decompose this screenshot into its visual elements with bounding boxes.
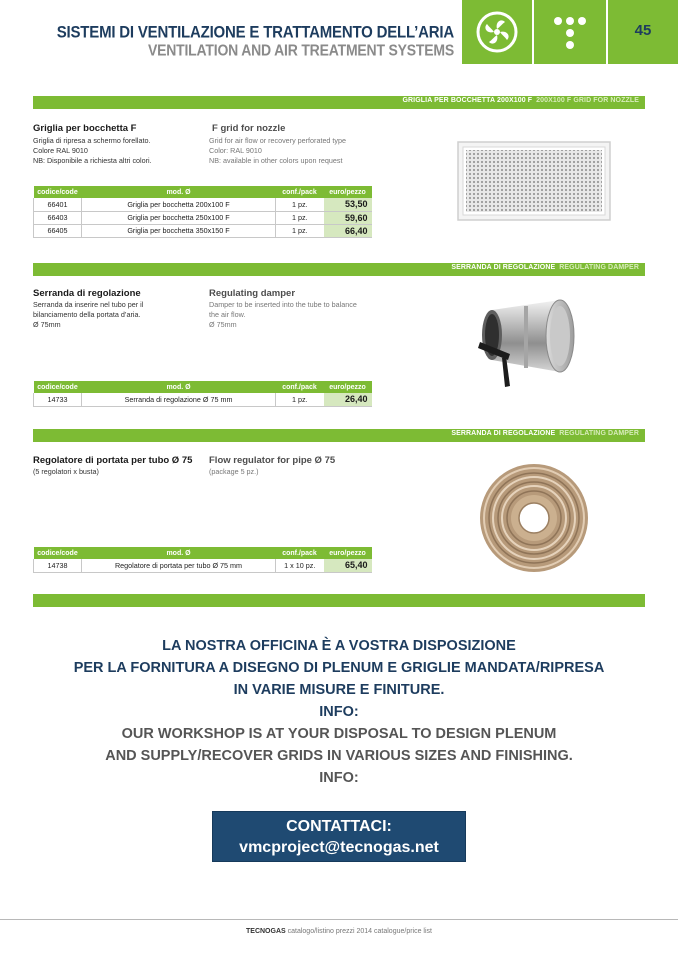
- product-description-it: [33, 136, 152, 166]
- product-description-en: [209, 136, 346, 166]
- section-bar-label-en: 200X100 F GRID FOR NOZZLE: [536, 97, 639, 104]
- product-description-it: [33, 300, 143, 330]
- section-bar-label: [451, 430, 639, 437]
- section-bar-label-it: SERRANDA DI REGOLAZIONE: [451, 430, 556, 437]
- description-line: Ø 75mm: [209, 320, 237, 329]
- description-line: Grid for air flow or recovery perforated type: [209, 136, 347, 145]
- product-title-en: F grid for nozzle: [212, 123, 286, 134]
- section-bar-label-it: SERRANDA DI REGOLAZIONE: [451, 264, 556, 271]
- section-bar-label: [451, 264, 639, 271]
- header-air-box: [534, 0, 606, 64]
- col-header-pack: conf./pack: [276, 547, 324, 559]
- col-header-mod: mod. Ø: [82, 547, 276, 559]
- section-bar-label: [402, 97, 639, 104]
- product-description-it: [33, 467, 99, 477]
- description-line: Serranda da inserire nel tubo per il: [33, 300, 144, 309]
- description-line: Griglia di ripresa a schermo forellato.: [33, 136, 151, 145]
- col-header-price: euro/pezzo: [324, 186, 372, 198]
- cell-mod: Serranda di regolazione Ø 75 mm: [82, 393, 276, 406]
- product-description-en: [209, 300, 357, 330]
- col-header-code: codice/code: [34, 547, 82, 559]
- price-table-grid: [33, 186, 372, 238]
- cell-price: 66,40: [324, 224, 372, 237]
- section-bar-label-it: GRIGLIA PER BOCCHETTA 200X100 F: [402, 97, 533, 104]
- contact-label: CONTATTACI:: [286, 818, 392, 835]
- product-title-it: Regolatore di portata per tubo Ø 75: [33, 455, 193, 466]
- col-header-mod: mod. Ø: [82, 186, 276, 198]
- header-title-english: VENTILATION AND AIR TREATMENT SYSTEMS: [147, 41, 454, 59]
- air-distribution-icon: [550, 12, 590, 52]
- table-row: [34, 559, 372, 572]
- col-header-price: euro/pezzo: [324, 381, 372, 393]
- col-header-pack: conf./pack: [276, 381, 324, 393]
- cell-mod: Griglia per bocchetta 200x100 F: [82, 198, 276, 211]
- page-number: 45: [634, 22, 652, 39]
- description-line: Color: RAL 9010: [209, 146, 262, 155]
- contact-box[interactable]: [212, 811, 466, 862]
- cell-mod: Griglia per bocchetta 350x150 F: [82, 224, 276, 237]
- cell-pack: 1 pz.: [276, 224, 324, 237]
- fan-icon: [475, 10, 519, 54]
- cell-price: 26,40: [324, 393, 372, 406]
- product-description-en: [209, 467, 259, 477]
- col-header-code: codice/code: [34, 186, 82, 198]
- footer-divider: [0, 919, 678, 920]
- header-title-italian: SISTEMI DI VENTILAZIONE E TRATTAMENTO DELL’ARIA: [56, 22, 454, 43]
- section-bar-grid: [33, 96, 645, 109]
- description-line: Ø 75mm: [33, 320, 61, 329]
- flow-regulator-image: [478, 462, 590, 574]
- cell-price: 59,60: [324, 211, 372, 224]
- page-number-box: [608, 0, 678, 64]
- damper-image: [470, 290, 588, 390]
- description-line: Colore RAL 9010: [33, 146, 88, 155]
- description-line: (5 regolatori x busta): [33, 467, 99, 476]
- info-line-en: INFO:: [319, 770, 359, 786]
- info-line-en: OUR WORKSHOP IS AT YOUR DISPOSAL TO DESIGN PLENUM: [121, 726, 557, 742]
- cell-price: 53,50: [324, 198, 372, 211]
- cell-pack: 1 pz.: [276, 393, 324, 406]
- col-header-code: codice/code: [34, 381, 82, 393]
- table-row: [34, 198, 372, 211]
- section-bar-label-en: REGULATING DAMPER: [559, 430, 639, 437]
- table-row: [34, 211, 372, 224]
- cell-price: 65,40: [324, 559, 372, 572]
- footer-text: catalogo/listino prezzi 2014 catalogue/price list: [287, 928, 432, 935]
- product-title-it: Serranda di regolazione: [33, 288, 141, 299]
- price-table-regulator: [33, 547, 372, 573]
- contact-email-link[interactable]: vmcproject@tecnogas.net: [239, 839, 439, 856]
- section-bar-damper: [33, 263, 645, 276]
- section-bar-regulator: [33, 429, 645, 442]
- section-bar-label-en: REGULATING DAMPER: [559, 264, 639, 271]
- col-header-mod: mod. Ø: [82, 381, 276, 393]
- cell-code: 66403: [34, 211, 82, 224]
- divider-bar: [33, 594, 645, 607]
- table-row: [34, 224, 372, 237]
- info-line-it: PER LA FORNITURA A DISEGNO DI PLENUM E GRIGLIE MANDATA/RIPRESA: [73, 660, 605, 676]
- description-line: NB: Disponibile a richiesta altri colori.: [33, 156, 152, 165]
- description-line: bilanciamento della portata d’aria.: [33, 310, 141, 319]
- cell-pack: 1 pz.: [276, 211, 324, 224]
- description-line: Damper to be inserted into the tube to balance: [209, 300, 357, 309]
- cell-mod: Regolatore di portata per tubo Ø 75 mm: [82, 559, 276, 572]
- info-line-it: IN VARIE MISURE E FINITURE.: [233, 682, 445, 698]
- header-fan-box: [462, 0, 532, 64]
- cell-code: 66405: [34, 224, 82, 237]
- product-title-en: Regulating damper: [209, 288, 296, 299]
- description-line: the air flow.: [209, 310, 246, 319]
- col-header-price: euro/pezzo: [324, 547, 372, 559]
- info-line-it: LA NOSTRA OFFICINA È A VOSTRA DISPOSIZIONE: [162, 638, 516, 654]
- page-header: [0, 0, 678, 64]
- info-line-it: INFO:: [319, 704, 359, 720]
- grille-image: [456, 140, 612, 222]
- cell-mod: Griglia per bocchetta 250x100 F: [82, 211, 276, 224]
- cell-code: 14733: [34, 393, 82, 406]
- product-title-en: Flow regulator for pipe Ø 75: [209, 455, 336, 466]
- info-line-en: AND SUPPLY/RECOVER GRIDS IN VARIOUS SIZES AND FINISHING.: [105, 748, 573, 764]
- price-table-damper: [33, 381, 372, 407]
- col-header-pack: conf./pack: [276, 186, 324, 198]
- cell-pack: 1 pz.: [276, 198, 324, 211]
- footer-brand: TECNOGAS: [246, 928, 286, 935]
- page-footer: [0, 928, 678, 935]
- cell-code: 14738: [34, 559, 82, 572]
- cell-pack: 1 x 10 pz.: [276, 559, 324, 572]
- cell-code: 66401: [34, 198, 82, 211]
- description-line: NB: available in other colors upon request: [209, 156, 343, 165]
- table-row: [34, 393, 372, 406]
- description-line: (package 5 pz.): [209, 467, 259, 476]
- product-title-it: Griglia per bocchetta F: [33, 123, 137, 134]
